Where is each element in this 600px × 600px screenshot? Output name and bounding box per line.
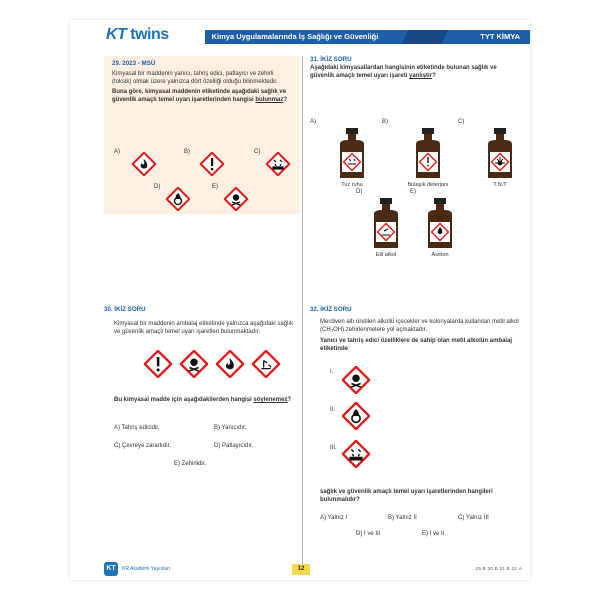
- q32-roman-2: II.: [330, 407, 336, 413]
- q32-answer-a[interactable]: A) Yalnız I: [320, 515, 348, 521]
- question-30: [104, 306, 300, 467]
- header-bar: [205, 30, 530, 44]
- q29-number: 29.: [112, 60, 121, 67]
- logo-name: twins: [130, 26, 169, 43]
- q31-label-b: Bulaşık deterjanı: [407, 182, 449, 188]
- q32-tag: İKİZ SORU: [320, 306, 352, 313]
- page: [70, 20, 530, 580]
- q31-prompt-underlined: yanlıştır: [409, 73, 433, 79]
- q30-prompt: [114, 396, 294, 404]
- logo-prefix: KT: [106, 26, 127, 43]
- flame-icon: [132, 152, 156, 176]
- corrosion-icon: [342, 440, 370, 468]
- oxidizer-icon: [342, 402, 370, 430]
- q31-tag: İKİZ SORU: [320, 56, 352, 63]
- q30-prompt-text: Bu kimyasal madde için aşağıdakilerden hangisi: [114, 397, 254, 403]
- q30-answer-b[interactable]: B) Yanıcıdır.: [214, 425, 247, 431]
- q29-option-e[interactable]: E): [212, 184, 218, 190]
- q29-option-d[interactable]: D): [154, 184, 161, 190]
- subject-label: TYT KİMYA: [480, 32, 520, 41]
- q29-option-a[interactable]: A): [114, 149, 120, 155]
- skull-icon: [342, 366, 370, 394]
- oxidizer-icon: [166, 187, 190, 211]
- page-title: Kimya Uygulamalarında İş Sağlığı ve Güvenliği: [211, 32, 379, 41]
- bottle-e: [420, 198, 460, 250]
- q31-number: 31.: [310, 56, 319, 63]
- q32-answer-d[interactable]: D) I ve III: [356, 531, 381, 537]
- q31-label-e: Aseton: [431, 252, 449, 258]
- q32-answer-e[interactable]: E) I ve II: [422, 531, 445, 537]
- q30-number: 30.: [104, 306, 113, 313]
- q31-label-d: Etil alkol: [375, 252, 397, 258]
- skull-icon: [180, 350, 208, 378]
- bottle-a: [332, 128, 372, 180]
- q31-option-d[interactable]: D): [356, 189, 363, 195]
- q29-tag: 2023 - MSÜ: [122, 60, 156, 67]
- header: [70, 20, 530, 46]
- bottle-b: [408, 128, 448, 180]
- corrosion-icon: [266, 152, 290, 176]
- column-divider: [302, 56, 303, 566]
- q32-prompt: Yanıcı ve tahriş edici özelliklere de sahip olan metil alkolün ambalaj etiketinde: [320, 338, 513, 352]
- q30-tag: İKİZ SORU: [114, 306, 146, 313]
- q31-option-c[interactable]: C): [458, 119, 465, 125]
- footer-publisher: KR Akademi Yayınları: [122, 566, 171, 572]
- q30-answer-d[interactable]: D) Patlayıcıdır.: [214, 443, 254, 449]
- footer: [70, 560, 530, 580]
- q29-option-b[interactable]: B): [184, 149, 190, 155]
- q31-prompt-text: Aşağıdaki kimyasallardan hangisinin etiketinde bulunan sağlık ve güvenlik amaçlı temel uyarı işareti: [310, 65, 497, 79]
- q30-answer-c[interactable]: C) Çevreye zararlıdır.: [114, 443, 172, 449]
- question-32: [310, 306, 520, 537]
- q31-label-a: Tuz ruhu: [341, 182, 363, 188]
- environment-icon: [252, 350, 280, 378]
- q31-option-e[interactable]: E): [410, 189, 416, 195]
- q29-option-c[interactable]: C): [254, 149, 261, 155]
- flame-icon: [216, 350, 244, 378]
- q30-prompt-end: ?: [287, 397, 292, 403]
- q32-question: sağlık ve güvenlik amaçlı temel uyarı işaretlerinden hangileri bulunmalıdır?: [320, 489, 493, 503]
- q30-prompt-underlined: söylenemez: [253, 397, 288, 403]
- q29-prompt: [112, 88, 292, 104]
- q31-prompt-end: ?: [432, 73, 436, 79]
- q32-number: 32.: [310, 306, 319, 313]
- q32-text: Merdiven altı üretilen alkollü içecekler ve kolonyalarda kullanılan metil alkol (CH₃OH) zehirlenmelere yol açmaktadır.: [320, 319, 519, 333]
- q32-answer-b[interactable]: B) Yalnız II: [388, 515, 417, 521]
- q32-answer-c[interactable]: C) Yalnız III: [458, 515, 489, 521]
- q31-option-b[interactable]: B): [382, 119, 388, 125]
- q29-prompt-text: Buna göre, kimyasal maddenin etiketinde aşağıdaki sağlık ve güvenlik amaçlı temel uyarı işaretlerinden hangisi: [112, 89, 287, 103]
- skull-icon: [224, 187, 248, 211]
- q32-roman-3: III.: [330, 445, 337, 451]
- answer-key: 29.B 30.B 31.B 32.A: [475, 566, 522, 571]
- q29-prompt-underlined: bulunmaz: [255, 97, 284, 103]
- page-number: 12: [292, 564, 310, 575]
- question-31: [310, 56, 520, 258]
- footer-logo: KT: [104, 562, 118, 576]
- q32-roman-1: I.: [330, 369, 334, 375]
- brand-logo: [106, 26, 169, 44]
- q31-label-c: T.N.T: [493, 182, 507, 188]
- q30-text: Kimyasal bir maddenin ambalaj etiketinde yalnızca aşağıdaki sağlık ve güvenlik amaçlı temel uyarı işaretleri bulunmaktadır.: [114, 321, 294, 335]
- q30-answer-e[interactable]: E) Zehirlidir.: [174, 461, 207, 467]
- header-slash: [402, 30, 449, 44]
- exclamation-icon: [200, 152, 224, 176]
- q29-text: Kimyasal bir maddenin yanıcı, tahriş edici, patlayıcı ve zehirli (toksik) olmak üzere yalnızca dört özelliği olduğu bilinmektedir.: [112, 71, 278, 85]
- q29-prompt-end: ?: [283, 97, 288, 103]
- q31-option-a[interactable]: A): [310, 119, 316, 125]
- question-29: [104, 56, 300, 214]
- q30-answer-a[interactable]: A) Tahriş edicidir.: [114, 425, 160, 431]
- exclamation-icon: [144, 350, 172, 378]
- bottle-c: [480, 128, 520, 180]
- q31-prompt: [310, 64, 520, 80]
- bottle-d: [366, 198, 406, 250]
